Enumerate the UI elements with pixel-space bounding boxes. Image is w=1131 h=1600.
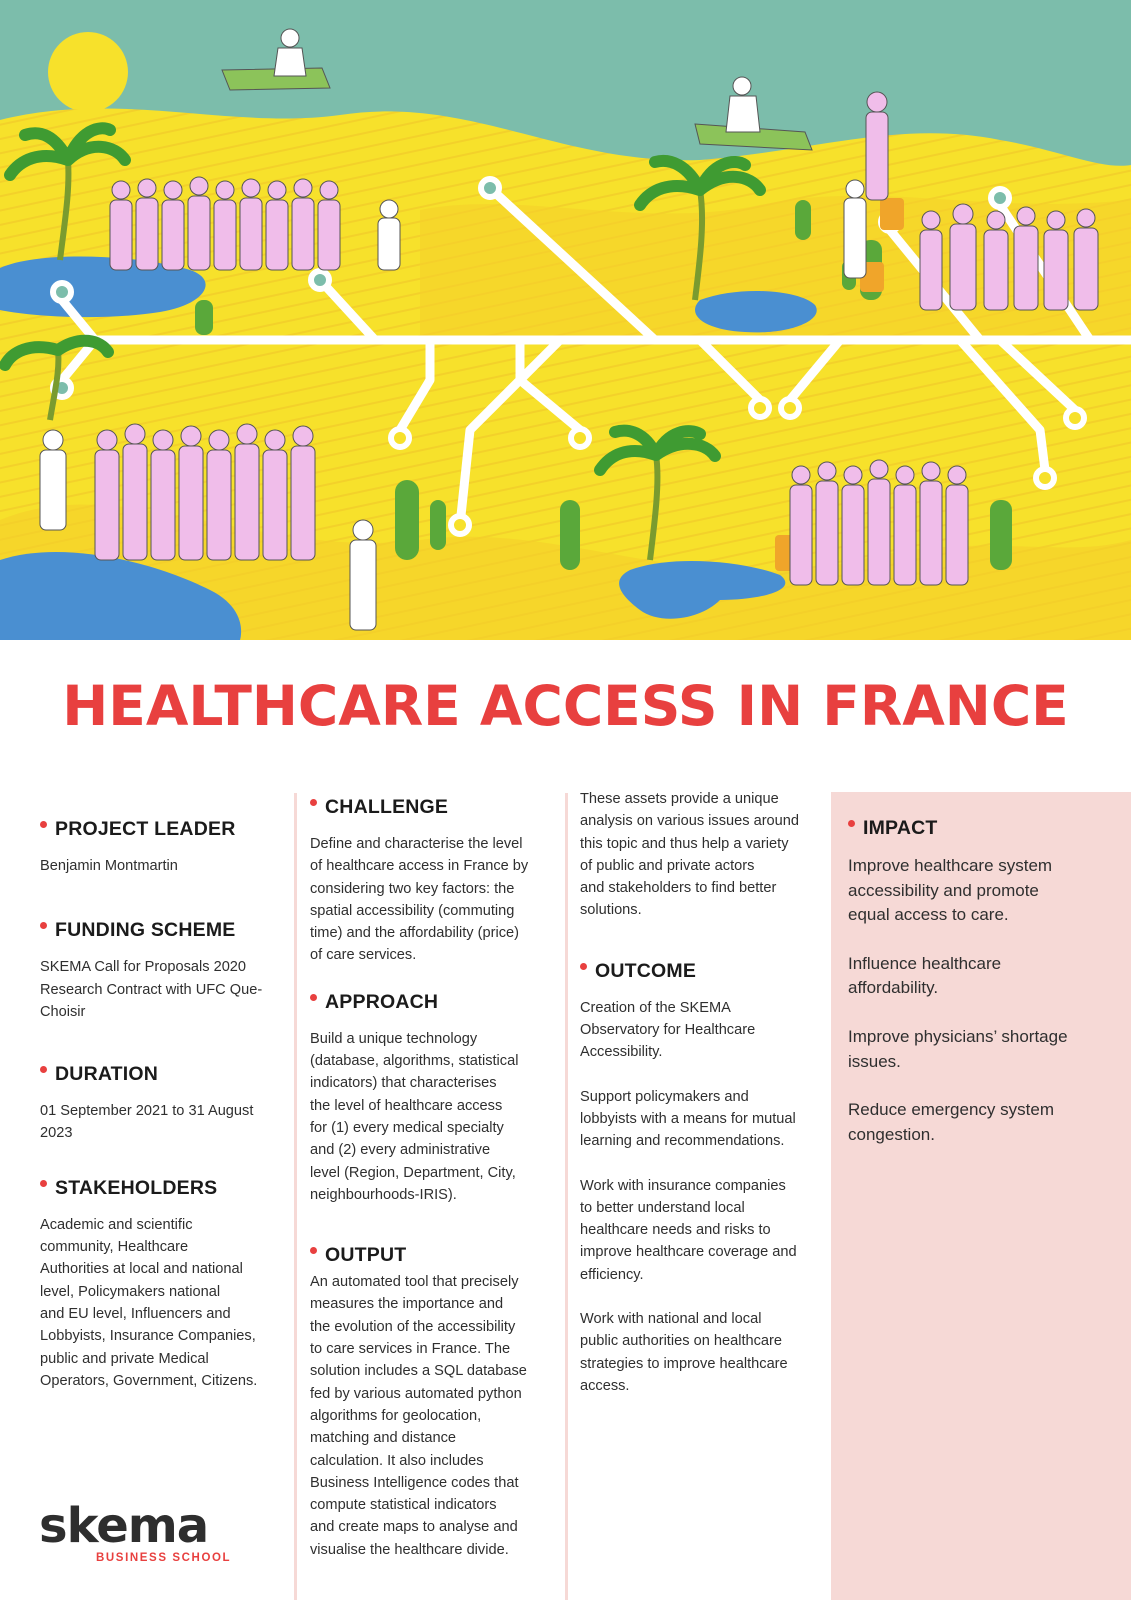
skema-logo — [39, 1498, 232, 1564]
stakeholders-section — [40, 1177, 285, 1392]
duration-section — [40, 1063, 285, 1145]
column-1 — [40, 818, 285, 1392]
output-heading: OUTPUT — [325, 1244, 407, 1267]
logo-subtitle: BUSINESS SCHOOL — [96, 1552, 232, 1564]
column-3 — [580, 788, 828, 1397]
hero-illustration — [0, 0, 1131, 640]
column-4 — [848, 817, 1118, 1147]
bullet-dot-icon — [40, 821, 47, 828]
page-title: HEALTHCARE ACCESS IN FRANCE — [62, 674, 1069, 738]
bullet-dot-icon — [40, 922, 47, 929]
challenge-section — [310, 796, 558, 967]
bullet-dot-icon — [848, 820, 855, 827]
outcome-paragraph: Creation of the SKEMA Observatory for Healthcare Accessibility. — [580, 999, 756, 1061]
logo-wordmark: skema — [39, 1498, 209, 1554]
bullet-dot-icon — [310, 994, 317, 1001]
duration-heading: DURATION — [55, 1063, 159, 1086]
column-2 — [310, 796, 558, 1561]
funding-scheme-text: SKEMA Call for Proposals 2020 Research Contract with UFC Que- Choisir — [40, 959, 263, 1020]
project-leader-heading: PROJECT LEADER — [55, 818, 236, 840]
funding-scheme-section — [40, 919, 285, 1023]
bullet-dot-icon — [310, 1247, 317, 1254]
bullet-dot-icon — [40, 1180, 47, 1187]
approach-text: Build a unique technology (database, algorithms, statistical indicators) that characterises the level of healthcare access for (1) every medical specialty and (2) every administrative level (Region, Department, City, neighbourhoods-IRIS). — [310, 1030, 519, 1203]
outcome-paragraph: Work with insurance companies to better understand local healthcare needs and risks to improve healthcare coverage and efficiency. — [580, 1177, 797, 1283]
impact-heading: IMPACT — [863, 817, 938, 839]
sun-icon — [48, 32, 128, 112]
project-leader-text: Benjamin Montmartin — [40, 858, 178, 874]
outcome-paragraph: Work with national and local public authorities on healthcare strategies to improve healthcare access. — [580, 1311, 788, 1394]
impact-paragraph: Improve physicians’ shortage issues. — [848, 1026, 1068, 1071]
challenge-text: Define and characterise the level of healthcare access in France by considering two key factors: the spatial accessibility (commuting time) and the affordability (price) of care services. — [310, 836, 529, 964]
column-divider — [565, 793, 568, 1600]
funding-scheme-heading: FUNDING SCHEME — [55, 919, 236, 942]
output-text: An automated tool that precisely measures the importance and the evolution of the accessibility to care services in France. The solution includes a SQL database fed by various automated python algorithms for geolocation, matching and distance calculation. It also includes Business Intelligence codes that compute statistical indicators and create maps to analyse and visualise the healthcare divide. — [310, 1274, 527, 1558]
approach-section — [310, 991, 558, 1206]
impact-paragraph: Improve healthcare system accessibility and promote equal access to care. — [848, 856, 1053, 925]
challenge-heading: CHALLENGE — [325, 796, 449, 818]
outcome-paragraph: Support policymakers and lobbyists with a means for mutual learning and recommendations. — [580, 1088, 796, 1150]
bullet-dot-icon — [310, 799, 317, 806]
stakeholders-heading: STAKEHOLDERS — [55, 1176, 218, 1199]
bullet-dot-icon — [580, 963, 587, 970]
project-leader-section — [40, 818, 285, 877]
outcome-section — [580, 960, 828, 1397]
duration-text: 01 September 2021 to 31 August 2023 — [40, 1103, 254, 1142]
stakeholders-text: Academic and scientific community, Healthcare Authorities at local and national level, Policymakers national and EU level, Influencers and Lobbyists, Insurance Companies, public and private Medical Operators, Government, Citizens. — [40, 1216, 258, 1389]
assets-text: These assets provide a unique analysis on various issues around this topic and thus help a variety of public and private actors and stakeholders to find better solutions. — [580, 791, 800, 919]
impact-section — [848, 817, 1118, 1147]
output-section — [310, 1244, 558, 1561]
approach-heading: APPROACH — [325, 990, 439, 1013]
column-divider — [294, 793, 297, 1600]
outcome-heading: OUTCOME — [595, 959, 697, 982]
impact-paragraph: Influence healthcare affordability. — [848, 953, 1002, 998]
bullet-dot-icon — [40, 1066, 47, 1073]
impact-paragraph: Reduce emergency system congestion. — [848, 1100, 1054, 1144]
